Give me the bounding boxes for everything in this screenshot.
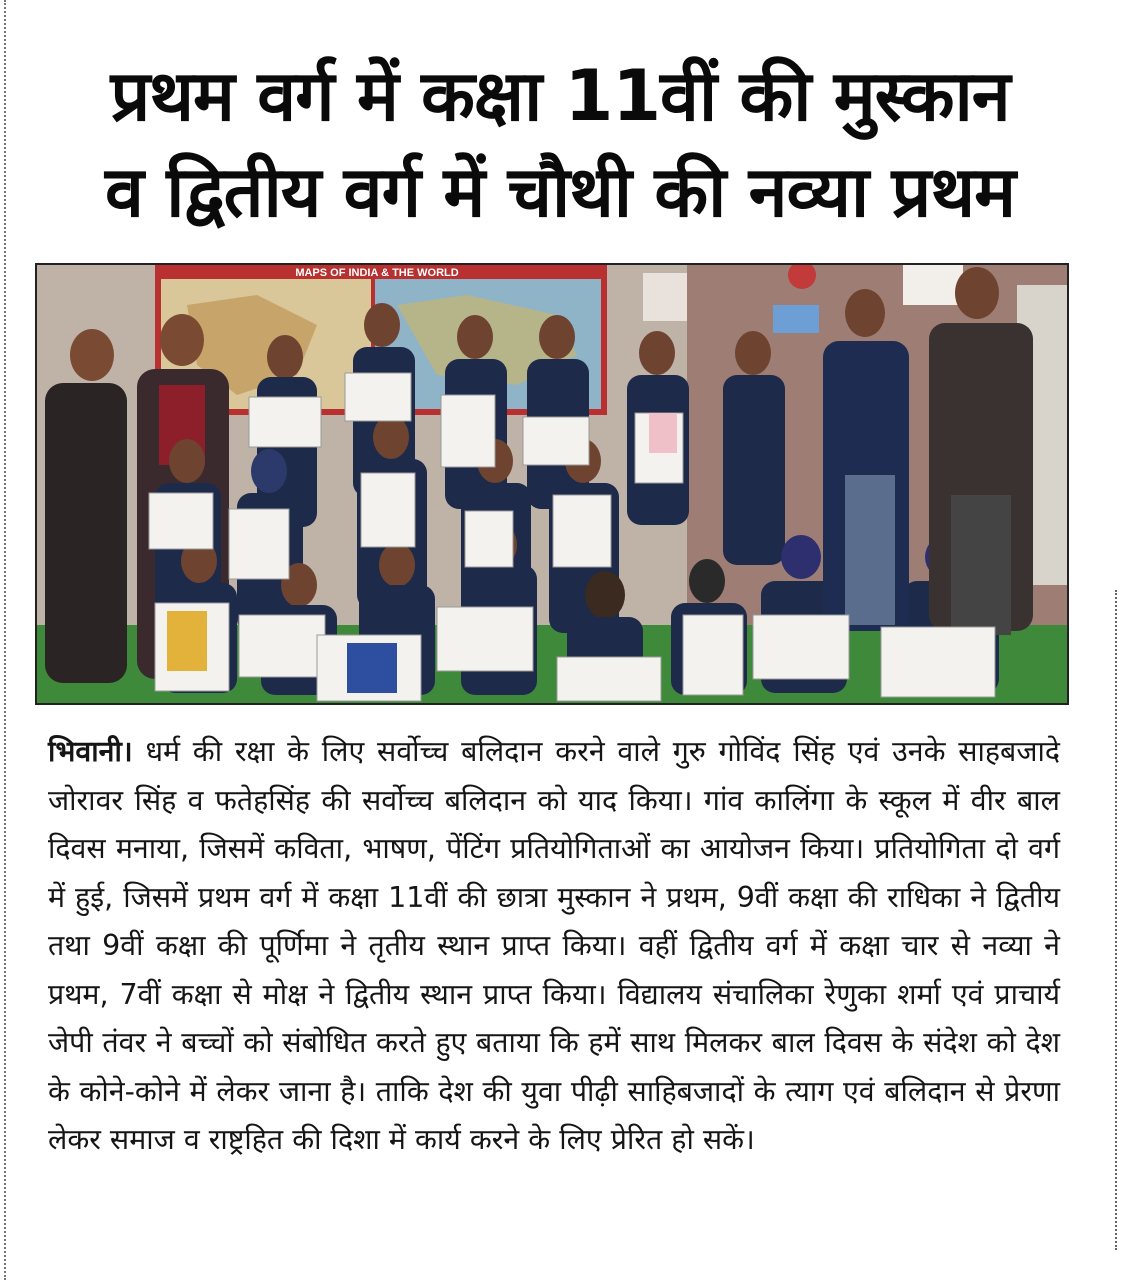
column-rule-right [1115,590,1117,1250]
news-photo [35,263,1069,705]
column-rule-left [4,0,6,1280]
article-body [48,728,1060,1165]
headline-line-2: व द्वितीय वर्ग में चौथी की नव्या प्रथम [105,151,1015,233]
map-banner-text: MAPS OF INDIA & THE WORLD [295,267,459,279]
article-body-text: धर्म की रक्षा के लिए सर्वोच्च बलिदान करने वाले गुरु गोविंद सिंह एवं उनके साहबजादे जोरावर सिंह व फतेहसिंह की सर्वोच्च बलिदान को याद किया। गांव कालिंगा के स्कूल में वीर बाल दिवस मनाया, जिसमें कविता, भाषण, पेंटिंग प्रतियोगिताओं का आयोजन किया। प्रतियोगिता दो वर्ग में हुई, जिसमें प्रथम वर्ग में कक्षा 11वीं की छात्रा मुस्कान ने प्रथम, 9वीं कक्षा की राधिका ने द्वितीय तथा 9वीं कक्षा की पूर्णिमा ने तृतीय स्थान प्राप्त किया। वहीं द्वितीय वर्ग में कक्षा चार से नव्या ने प्रथम, 7वीं कक्षा से मोक्ष ने द्वितीय स्थान प्राप्त किया। विद्यालय संचालिका रेणुका शर्मा एवं प्राचार्य जेपी तंवर ने बच्चों को संबोधित करते हुए बताया कि हमें साथ मिलकर बाल दिवस के संदेश को देश के कोने-कोने में लेकर जाना है। ताकि देश की युवा पीढ़ी साहिबजादों के त्याग एवं बलिदान से प्रेरणा लेकर समाज व राष्ट्रहित की दिशा में कार्य करने के लिए प्रेरित हो सकें। [48,735,1060,1156]
headline-line-1: प्रथम वर्ग में कक्षा 11वीं की मुस्कान [110,55,1010,137]
dateline: भिवानी। [48,735,133,768]
headline [30,48,1090,240]
